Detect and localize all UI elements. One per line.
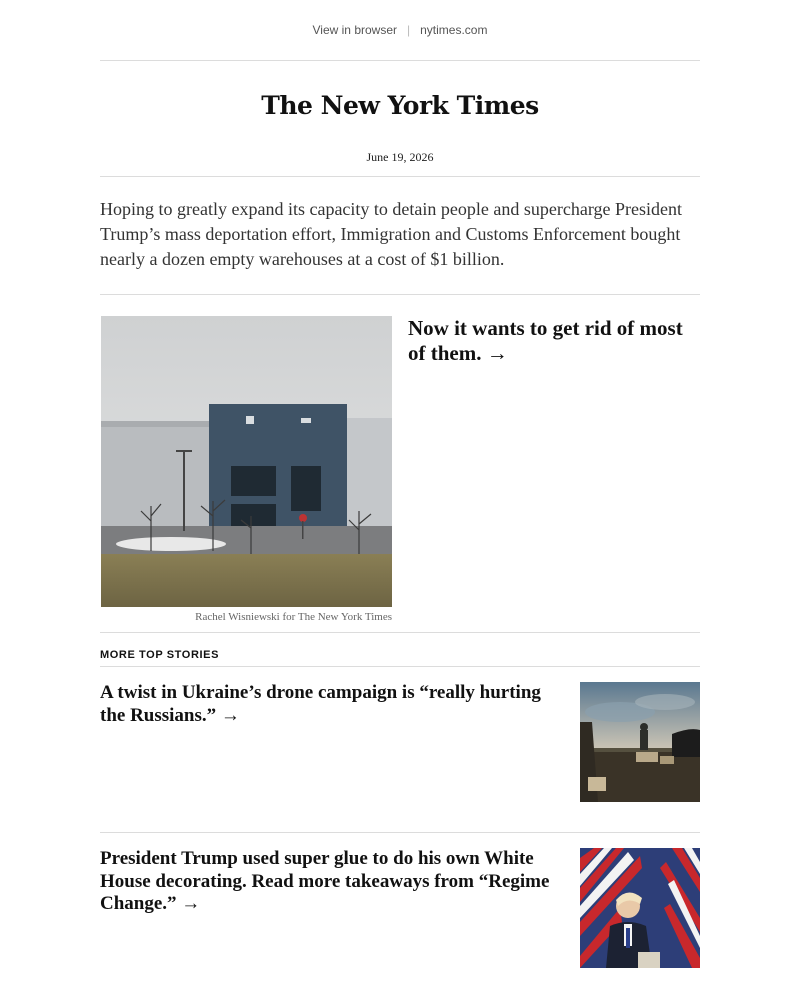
story-headline-text: President Trump used super glue to do his own White House decorating. Read more takeaways from “Regime Change.” bbox=[100, 848, 550, 914]
story-headline-link[interactable] bbox=[100, 848, 550, 968]
feature-text-column bbox=[408, 316, 700, 632]
view-in-browser-link[interactable]: View in browser bbox=[312, 23, 397, 37]
nyt-logo-text: The New York Times bbox=[261, 91, 539, 120]
lede-paragraph[interactable]: Hoping to greatly expand its capacity to detain people and supercharge President Trump’s mass deportation effort, Immigration and Customs Enforcement bought nearly a dozen empty warehouses at a cost of $1 billion. bbox=[100, 199, 682, 269]
feature-photo[interactable] bbox=[101, 316, 392, 607]
top-bar bbox=[100, 0, 700, 61]
story-thumbnail[interactable] bbox=[580, 682, 700, 802]
warehouse-photo-illustration bbox=[101, 316, 392, 607]
feature-story bbox=[100, 295, 700, 633]
story-item[interactable] bbox=[100, 833, 700, 968]
topbar-separator: | bbox=[407, 23, 411, 37]
masthead bbox=[100, 61, 700, 129]
story-thumbnail[interactable] bbox=[580, 848, 700, 968]
more-top-stories-label: MORE TOP STORIES bbox=[100, 633, 700, 667]
feature-headline-text: Now it wants to get rid of most of them. bbox=[408, 316, 683, 365]
story-headline-text: A twist in Ukraine’s drone campaign is “really hurting the Russians.” bbox=[100, 682, 541, 726]
feature-photo-column bbox=[100, 316, 392, 632]
photo-credit: Rachel Wisniewski for The New York Times bbox=[195, 611, 392, 623]
arrow-right-icon: → bbox=[220, 704, 240, 726]
story-headline-link[interactable] bbox=[100, 682, 550, 832]
story-item[interactable] bbox=[100, 667, 700, 833]
arrow-right-icon: → bbox=[181, 893, 201, 914]
feature-headline-link[interactable] bbox=[408, 316, 700, 366]
nyt-logo[interactable] bbox=[261, 91, 538, 120]
arrow-right-icon: → bbox=[486, 341, 508, 365]
drone-field-photo-illustration bbox=[580, 682, 700, 802]
issue-date: June 19, 2026 bbox=[366, 150, 434, 164]
email-container bbox=[100, 0, 700, 968]
flags-photo-illustration bbox=[580, 848, 700, 968]
nytimes-link[interactable]: nytimes.com bbox=[420, 23, 488, 37]
